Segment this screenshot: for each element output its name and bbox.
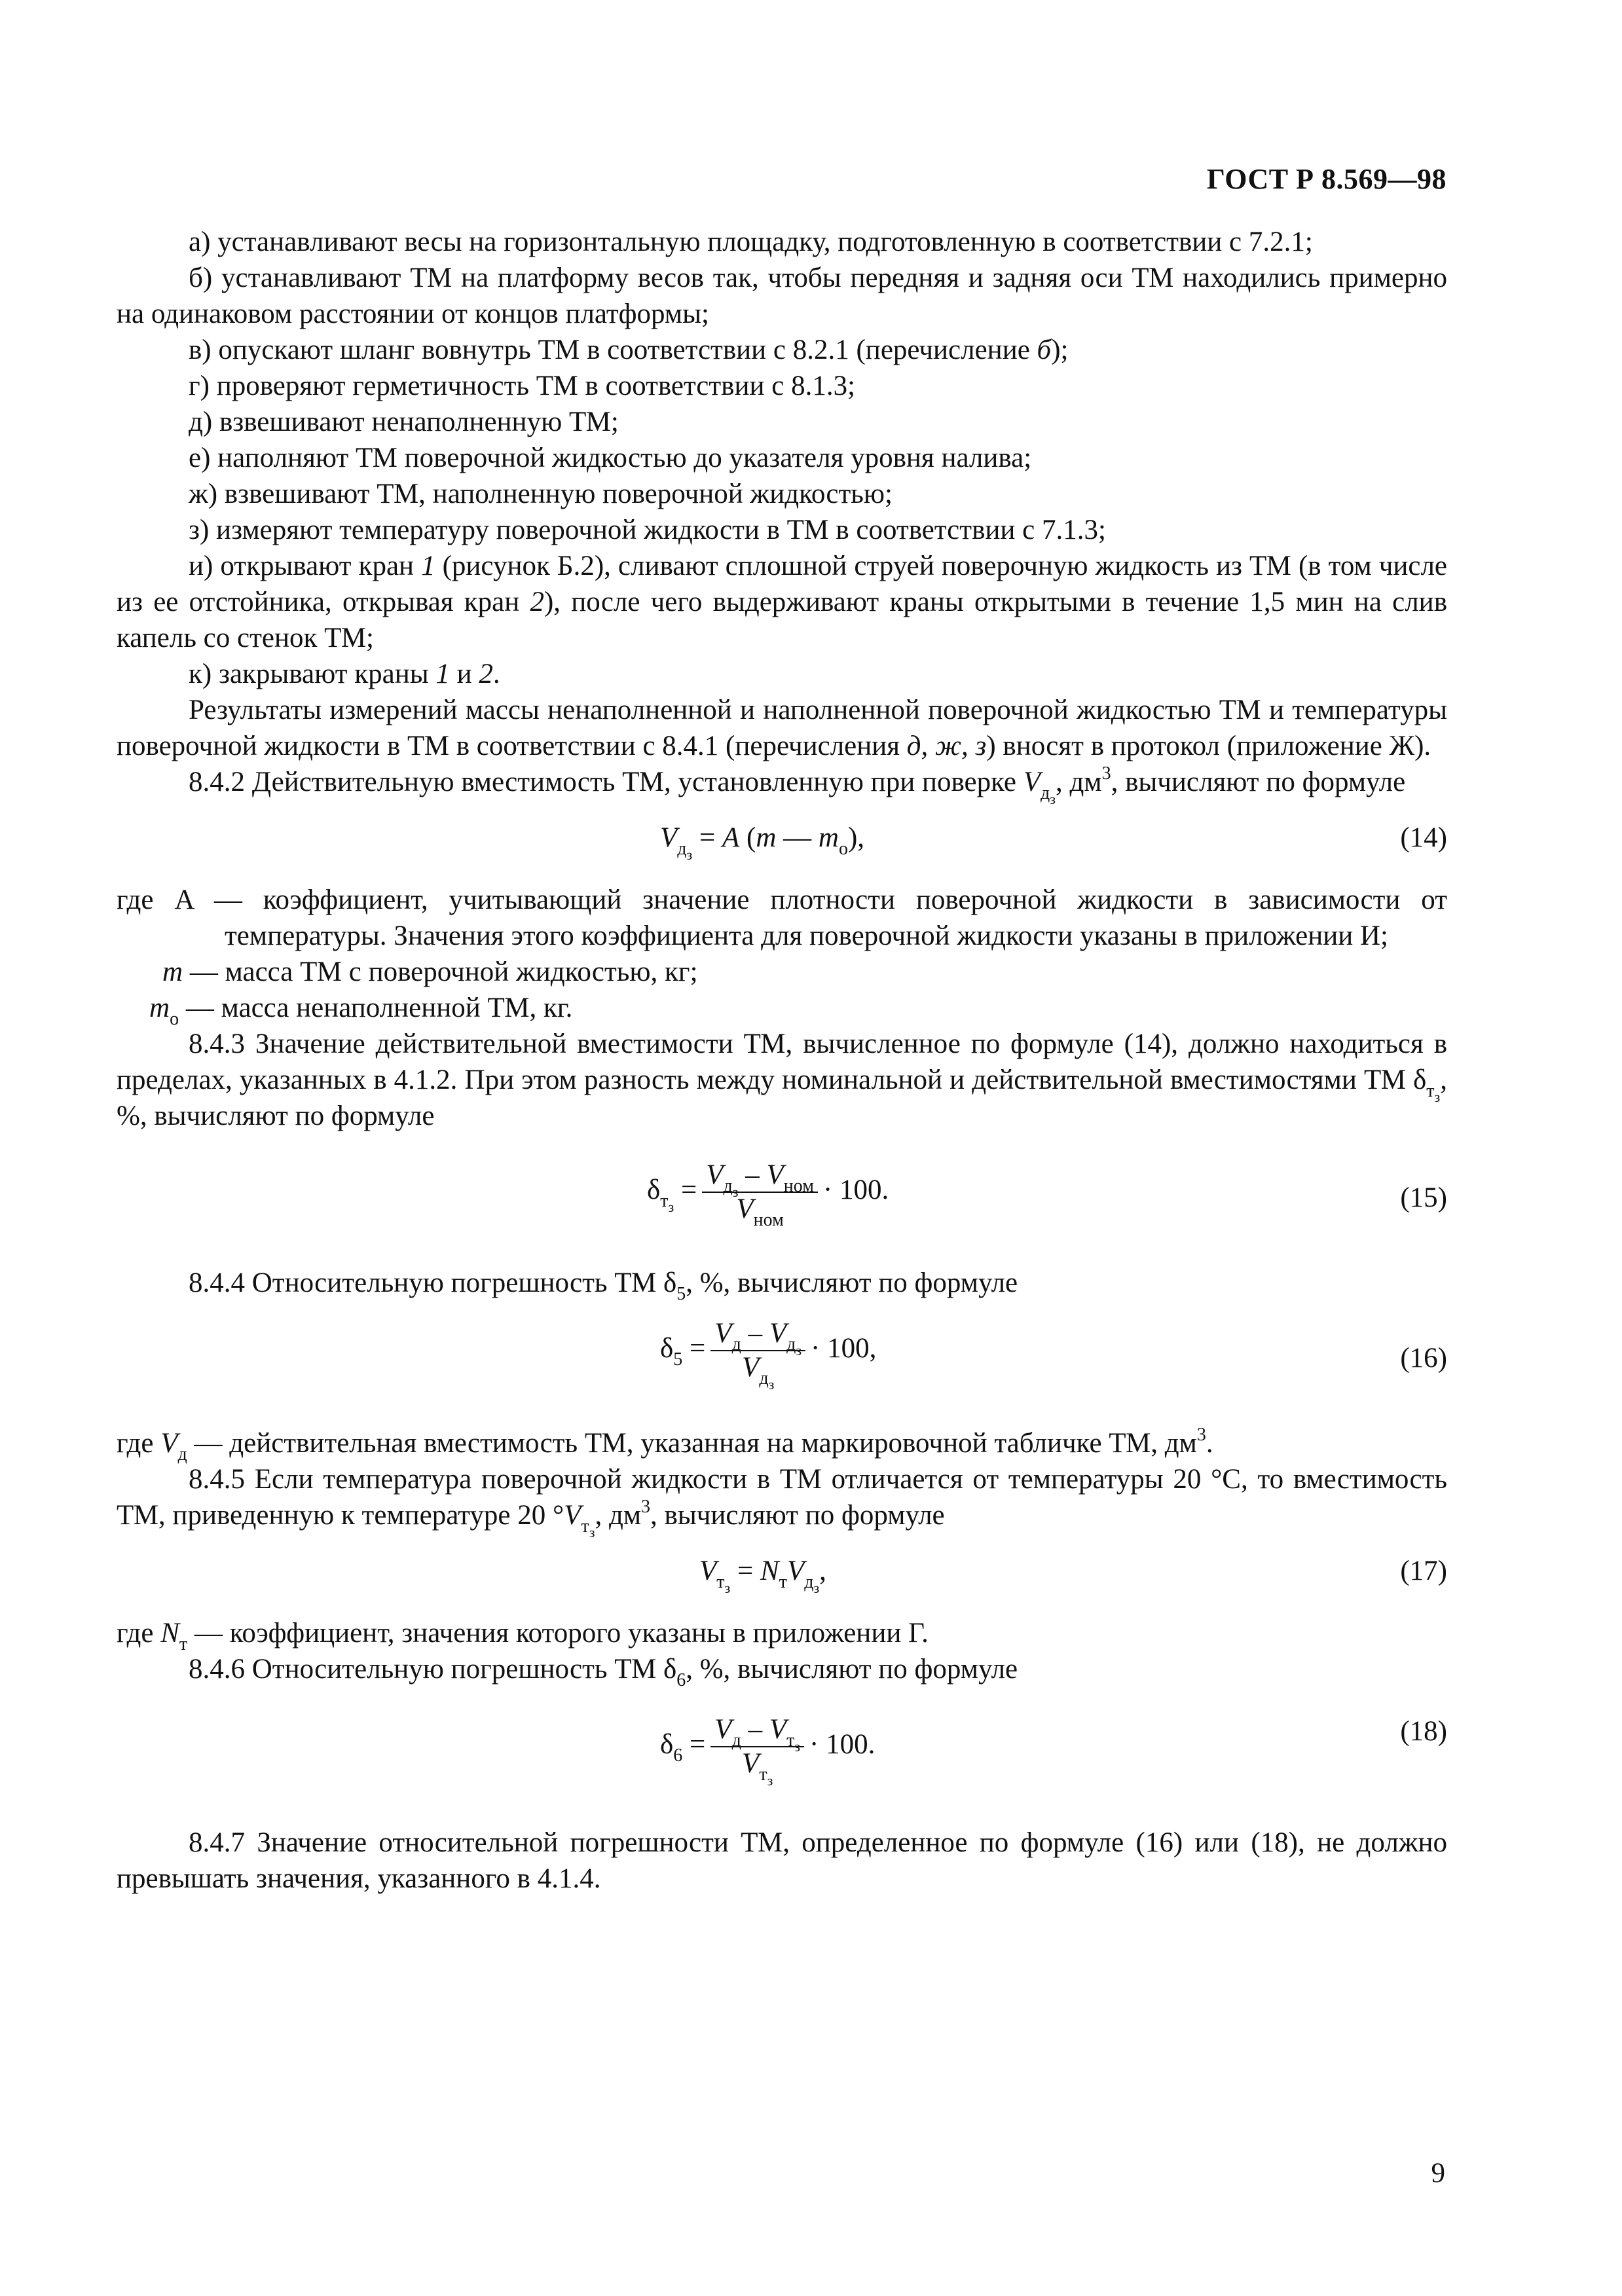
clause-8-4-4: 8.4.4 Относительную погрешность ТМ $\delta_5$, %, вычисляют по формуле	[189, 1267, 1018, 1304]
equation-18	[117, 1687, 1447, 1825]
results-paragraph: Результаты измерений массы ненаполненной и наполненной поверочной жидкостью ТМ и температуры поверочной жидкости в ТМ в соответствии с 8.4.1 (перечисления д, ж, з) вносят в протокол (приложение Ж).	[117, 695, 1447, 761]
clause-8-4-5: 8.4.5 Если температура поверочной жидкости в ТМ отличается от температуры 20 °С, то вместимость ТМ, приведенную к температуре 20 $^\circ V_{т_з}$, $дм^3$, вычисляют по формуле	[117, 1464, 1447, 1540]
formula-16: $\delta_5$ = $\frac{V_д - V_{д_з}}{V_{д_з}}$ · 100,	[660, 1318, 877, 1393]
equation-number-14: (14)	[1400, 822, 1447, 853]
where-A: где A — коэффициент, учитывающий значение плотности поверочной жидкости в зависимости от температуры. Значения этого коэффициента для поверочной жидкости указаны в приложении И;	[117, 884, 1447, 951]
formula-14: $V_{д_з} = A$ (m — $m_о$),	[660, 822, 865, 863]
equation-14	[117, 800, 1447, 882]
where-m: m — масса ТМ с поверочной жидкостью, кг;	[162, 957, 698, 987]
list-item-z: з) измеряют температуру поверочной жидкости в ТМ в соответствии с 7.1.3;	[189, 515, 1106, 545]
formula-15: $\delta_{т_з}$ = $\frac{V_{д_з} - V_{ном}}{V_{ном}}$ · 100.	[647, 1159, 889, 1230]
list-item-b: б) устанавливают ТМ на платформу весов так, чтобы передняя и задняя оси ТМ находились примерно на одинаковом расстоянии от концов платформы;	[117, 263, 1447, 329]
clause-8-4-3: 8.4.3 Значение действительной вместимости ТМ, вычисленное по формуле (14), должно находиться в пределах, указанных в 4.1.2. При этом разность между номинальной и действительной вместимостями ТМ $\delta_{т_з}$, %, вычисляют по формуле	[117, 1029, 1447, 1131]
clause-8-4-6: 8.4.6 Относительную погрешность ТМ $\delta_6$, %, вычисляют по формуле	[189, 1654, 1018, 1690]
equation-number-16: (16)	[1400, 1343, 1447, 1374]
page-number: 9	[1431, 2158, 1445, 2189]
equation-15	[117, 1134, 1447, 1265]
standard-code-header: ГОСТ Р 8.569—98	[1206, 163, 1447, 195]
list-item-v: в) опускают шланг вовнутрь ТМ в соответствии с 8.2.1 (перечисление б);	[189, 335, 1069, 365]
equation-16	[117, 1301, 1447, 1425]
clause-8-4-2: 8.4.2 Действительную вместимость ТМ, установленную при поверке $V_{д_з}$, $дм^3$, вычисляют по формуле	[189, 763, 1406, 807]
where-m0: $m_о$ — масса ненаполненной ТМ, кг.	[149, 993, 573, 1029]
list-item-a: а) устанавливают весы на горизонтальную площадку, подготовленную в соответствии с 7.2.1;	[189, 227, 1313, 257]
list-item-i: и) открывают кран 1 (рисунок Б.2), сливают сплошной струей поверочную жидкость из ТМ (в том числе из ее отстойника, открывая кран 2), после чего выдерживают краны открытыми в течение 1,5 мин на слив капель со стенок ТМ;	[117, 551, 1447, 653]
document-body	[117, 224, 1447, 1897]
clause-8-4-7: 8.4.7 Значение относительной погрешности ТМ, определенное по формуле (16) или (18), не должно превышать значения, указанного в 4.1.4.	[117, 1827, 1447, 1894]
formula-18: $\delta_6$ = $\frac{V_д - V_{т_з}}{V_{т_з}}$ · 100.	[660, 1714, 876, 1789]
formula-17: $V_{т_з} = N_тV_{д_з}$,	[699, 1556, 826, 1596]
list-item-zh: ж) взвешивают ТМ, наполненную поверочной жидкостью;	[189, 479, 893, 509]
list-item-g: г) проверяют герметичность ТМ в соответствии с 8.1.3;	[189, 371, 856, 401]
list-item-d: д) взвешивают ненаполненную ТМ;	[189, 407, 619, 437]
equation-number-15: (15)	[1400, 1182, 1447, 1213]
where-Nt: где $N_т$ — коэффициент, значения которого указаны в приложении Г.	[117, 1618, 929, 1654]
where-Vd: где $V_д$ — действительная вместимость ТМ, указанная на маркировочной табличке ТМ, $дм^3$.	[117, 1425, 1213, 1465]
equation-number-18: (18)	[1400, 1716, 1447, 1747]
equation-number-17: (17)	[1400, 1556, 1447, 1586]
equation-17	[117, 1533, 1447, 1615]
list-item-e: е) наполняют ТМ поверочной жидкостью до указателя уровня налива;	[189, 443, 1032, 473]
list-item-k: к) закрывают краны 1 и 2.	[189, 659, 500, 689]
